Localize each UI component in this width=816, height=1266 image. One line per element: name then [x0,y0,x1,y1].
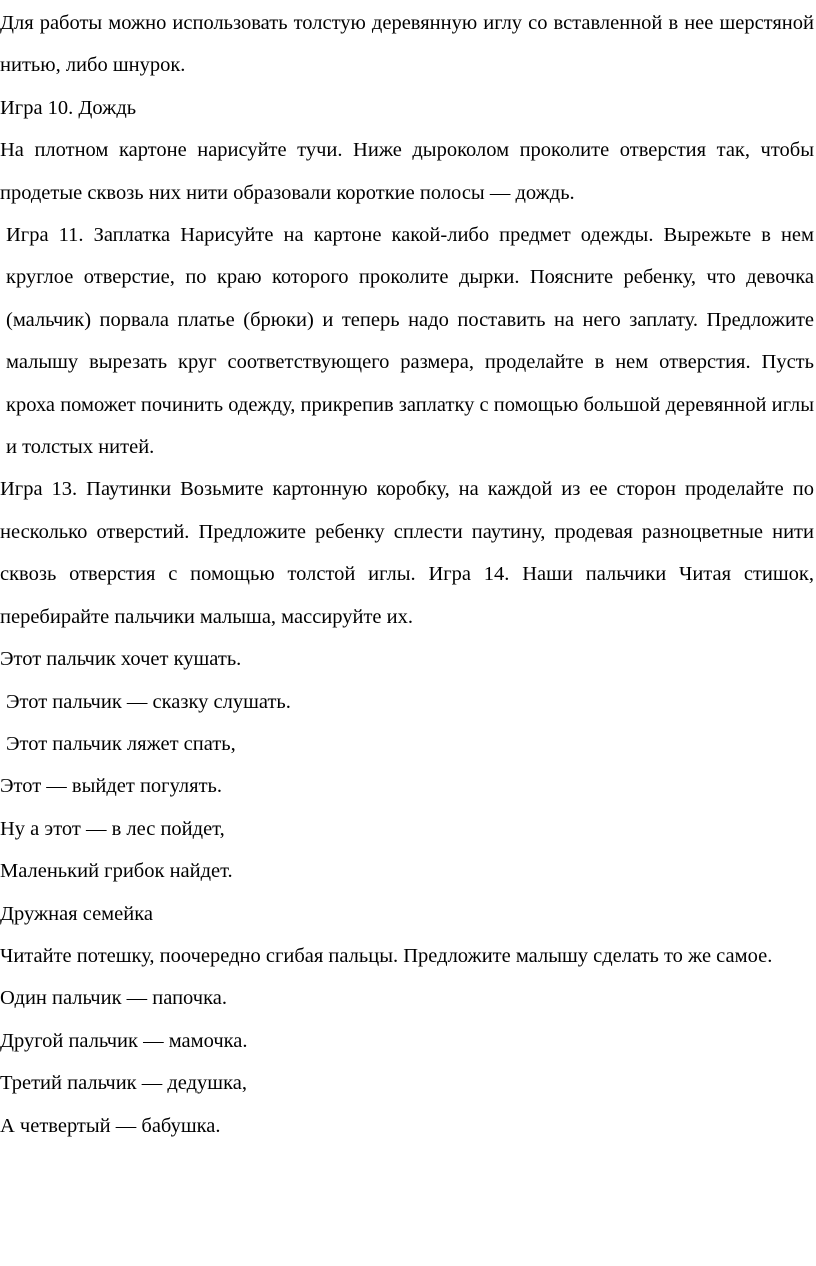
poem-line: Другой пальчик — мамочка. [0,1029,248,1052]
poem-line: Один пальчик — папочка. [0,987,227,1010]
poem-line: Маленький грибок найдет. [0,860,233,883]
poem-line: А четвертый — бабушка. [0,1114,221,1137]
paragraph-game-10-rain: На плотном картоне нарисуйте тучи. Ниже дыроколом проколите отверстия так, чтобы продетые сквозь них нити образовали короткие полосы — дождь. [0,139,814,204]
paragraph-friendly-family-instructions: Читайте потешку, поочередно сгибая пальцы. Предложите малышу сделать то же самое. [0,944,773,967]
heading-game-10: Игра 10. Дождь [0,96,137,119]
paragraph-game-13-14: Игра 13. Паутинки Возьмите картонную коробку, на каждой из ее сторон проделайте по несколько отверстий. Предложите ребенку сплести паутину, продевая разноцветные нити сквозь отверстия с помощью толстой иглы. Игра 14. Наши пальчики Читая стишок, перебирайте пальчики малыша, массируйте их. [0,478,814,628]
paragraph-game-11-patch: Игра 11. Заплатка Нарисуйте на картоне какой-либо предмет одежды. Вырежьте в нем круглое отверстие, по краю которого проколите дырки. Поясните ребенку, что девочка (мальчик) порвала платье (брюки) и теперь надо поставить на него заплату. Предложите малышу вырезать круг соответствующего размера, проделайте в нем отверстия. Пусть кроха поможет починить одежду, прикрепив заплатку с помощью большой деревянной иглы и толстых нитей. [6,224,814,459]
poem-line: Этот пальчик ляжет спать, [6,732,236,755]
paragraph-needle-intro: Для работы можно использовать толстую деревянную иглу со вставленной в нее шерстяной нитью, либо шнурок. [0,12,814,77]
heading-friendly-family: Дружная семейка [0,902,153,925]
poem-line: Этот пальчик — сказку слушать. [6,690,291,713]
poem-line: Ну а этот — в лес пойдет, [0,817,225,840]
poem-line: Третий пальчик — дедушка, [0,1072,247,1095]
poem-line: Этот пальчик хочет кушать. [0,648,242,671]
poem-line: Этот — выйдет погулять. [0,775,223,798]
